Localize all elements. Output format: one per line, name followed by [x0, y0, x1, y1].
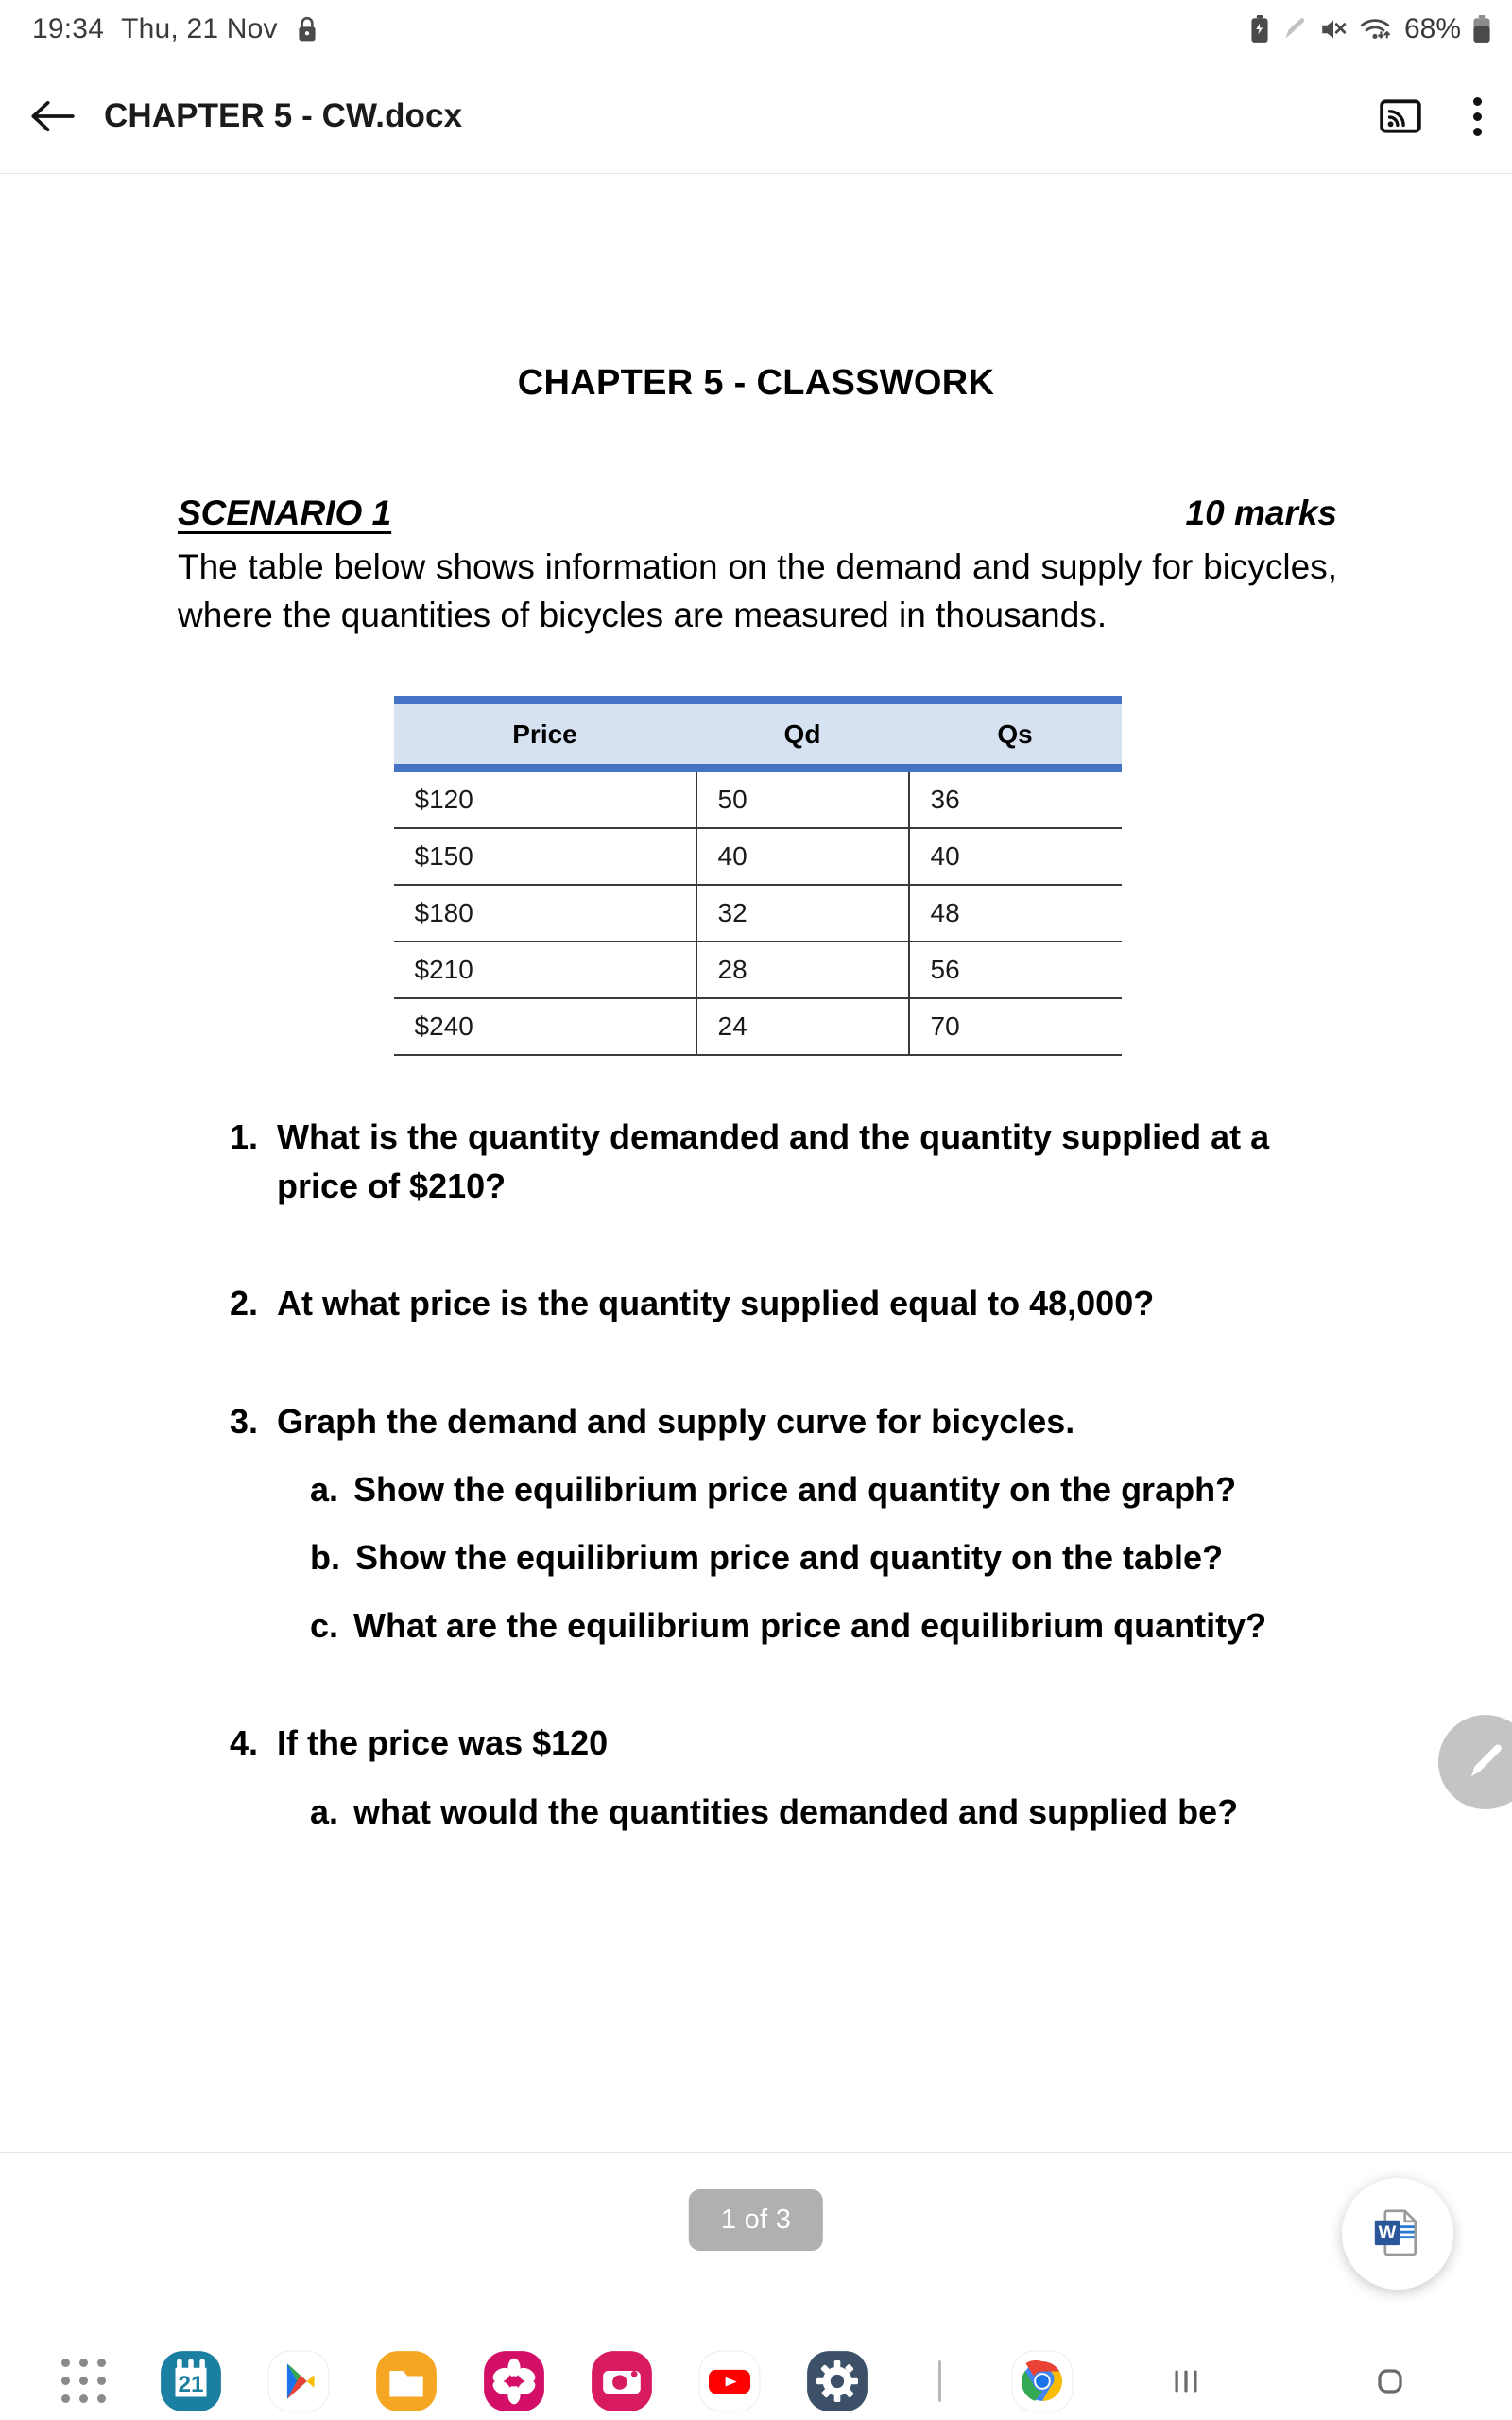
table-row	[394, 998, 1122, 1055]
cell-qd: 24	[696, 998, 909, 1055]
question-subitems	[178, 1465, 1337, 1651]
cell-price: $120	[394, 769, 696, 829]
home-button[interactable]	[1359, 2350, 1421, 2412]
table-row	[394, 828, 1122, 885]
question-list	[178, 1113, 1337, 1837]
table-header-qd: Qd	[696, 700, 909, 769]
question-number: 1.	[230, 1117, 259, 1157]
subitem-text: what would the quantities demanded and supplied be?	[353, 1791, 1239, 1831]
calendar-app-icon[interactable]	[160, 2350, 222, 2412]
subitem-letter: a.	[310, 1469, 339, 1509]
recents-button[interactable]	[1155, 2350, 1217, 2412]
taskbar	[0, 2342, 1512, 2420]
wifi-icon	[1359, 15, 1391, 43]
mute-icon	[1319, 15, 1348, 43]
question-subitem	[178, 1788, 1337, 1837]
document-body	[0, 493, 1512, 1837]
question-subitem	[178, 1465, 1337, 1514]
cell-price: $180	[394, 885, 696, 942]
cell-price: $240	[394, 998, 696, 1055]
question-item	[178, 1397, 1337, 1446]
subitem-letter: b.	[310, 1538, 340, 1578]
cell-qs: 40	[909, 828, 1122, 885]
table-header-row	[394, 700, 1122, 769]
scenario-row	[178, 493, 1337, 533]
question-subitems	[178, 1788, 1337, 1837]
battery-percent: 68%	[1403, 13, 1461, 44]
subitem-text: Show the equilibrium price and quantity on the table?	[355, 1538, 1224, 1578]
svg-text:W: W	[1378, 2221, 1397, 2243]
status-bar	[0, 0, 1512, 59]
battery-icon	[1472, 15, 1491, 43]
page-title: CHAPTER 5 - CW.docx	[104, 96, 463, 134]
cell-qd: 40	[696, 828, 909, 885]
question-text: At what price is the quantity supplied equal to 48,000?	[277, 1284, 1155, 1323]
subitem-letter: a.	[310, 1791, 339, 1831]
cell-qd: 28	[696, 942, 909, 998]
cell-qs: 70	[909, 998, 1122, 1055]
cell-qd: 32	[696, 885, 909, 942]
table-row	[394, 769, 1122, 829]
cell-qs: 56	[909, 942, 1122, 998]
demand-supply-table	[394, 696, 1122, 1056]
my-files-app-icon[interactable]	[375, 2350, 438, 2412]
table-header-qs: Qs	[909, 700, 1122, 769]
cell-price: $210	[394, 942, 696, 998]
cast-icon[interactable]	[1379, 96, 1422, 136]
lock-icon	[295, 15, 319, 43]
chrome-app-icon[interactable]	[1011, 2350, 1074, 2412]
back-arrow-icon[interactable]	[0, 96, 104, 136]
taskbar-apps	[0, 2350, 1074, 2412]
question-number: 4.	[230, 1723, 259, 1763]
app-bar-actions	[1379, 59, 1491, 174]
document-page[interactable]	[0, 174, 1512, 2152]
word-document-icon	[1366, 2203, 1429, 2265]
scenario-intro-text: The table below shows information on the demand and supply for bicycles, where the quantities of bicycles are measured in thousands.	[178, 547, 1337, 635]
table-row	[394, 885, 1122, 942]
document-bottom-bar	[0, 2152, 1512, 2342]
scenario-label: SCENARIO 1	[178, 493, 392, 532]
battery-saver-icon	[1249, 15, 1270, 43]
youtube-app-icon[interactable]	[698, 2350, 761, 2412]
settings-app-icon[interactable]	[806, 2350, 868, 2412]
page-indicator[interactable]: 1 of 3	[689, 2189, 823, 2251]
apps-grid-icon[interactable]	[52, 2350, 114, 2412]
table-row	[394, 942, 1122, 998]
subitem-letter: c.	[310, 1606, 339, 1646]
question-subitem	[178, 1601, 1337, 1651]
cell-qs: 48	[909, 885, 1122, 942]
cell-qd: 50	[696, 769, 909, 829]
svg-text:21: 21	[178, 2371, 204, 2397]
scenario-marks: 10 marks	[1185, 493, 1337, 532]
play-store-app-icon[interactable]	[267, 2350, 330, 2412]
cell-price: $150	[394, 828, 696, 885]
question-text: Graph the demand and supply curve for bicycles.	[277, 1401, 1075, 1441]
question-item	[178, 1279, 1337, 1328]
status-bar-left	[32, 13, 319, 45]
stylus-icon	[1281, 15, 1308, 43]
question-number: 2.	[230, 1284, 259, 1323]
app-bar	[0, 59, 1512, 174]
status-date: Thu, 21 Nov	[121, 13, 278, 44]
gallery-app-icon[interactable]	[483, 2350, 545, 2412]
question-subitem	[178, 1533, 1337, 1582]
question-text: If the price was $120	[277, 1723, 609, 1763]
camera-app-icon[interactable]	[591, 2350, 653, 2412]
question-number: 3.	[230, 1401, 259, 1441]
taskbar-divider	[938, 2360, 941, 2402]
question-item	[178, 1719, 1337, 1768]
subitem-text: What are the equilibrium price and equilibrium quantity?	[353, 1606, 1267, 1646]
document-heading: CHAPTER 5 - CLASSWORK	[517, 363, 995, 403]
status-bar-right	[1249, 13, 1491, 45]
navigation-bar	[1155, 2350, 1512, 2412]
subitem-text: Show the equilibrium price and quantity on the graph?	[353, 1469, 1237, 1509]
cell-qs: 36	[909, 769, 1122, 829]
status-time: 19:34	[32, 13, 105, 44]
table-header-price: Price	[394, 700, 696, 769]
question-item	[178, 1113, 1337, 1211]
more-options-icon[interactable]	[1464, 88, 1491, 146]
data-table-wrapper	[178, 696, 1337, 1056]
word-document-fab[interactable]	[1342, 2178, 1453, 2290]
question-text: What is the quantity demanded and the quantity supplied at a price of $210?	[277, 1117, 1270, 1206]
